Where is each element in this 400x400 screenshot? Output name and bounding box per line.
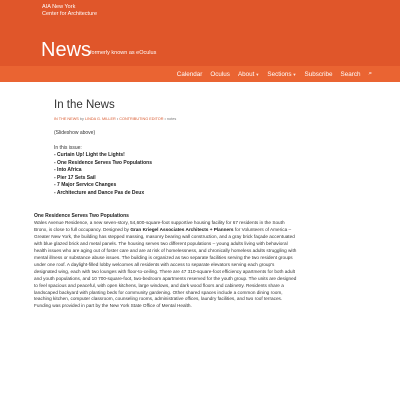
nav-item-subscribe[interactable]: Subscribe: [304, 70, 333, 78]
nav-item-search[interactable]: Search: [340, 70, 361, 78]
article-heading: One Residence Serves Two Populations: [34, 213, 129, 219]
category-link[interactable]: IN THE NEWS: [54, 117, 79, 121]
org-name[interactable]: [42, 4, 97, 18]
chevron-down-icon: ▼: [255, 71, 260, 77]
article-body-part-1: Wales Avenue Residence, a new seven-story, 54,600-square-foot supportive housing facility for 67 residents in the South Bronx, is close to full occupancy. Designed by: [34, 220, 285, 232]
list-item[interactable]: - Into Africa: [54, 167, 82, 174]
author-role: CONTRIBUTING EDITOR: [119, 117, 164, 121]
article-body: [34, 220, 298, 310]
org-line-1[interactable]: AIA New York: [42, 4, 76, 10]
issue-list: [54, 152, 152, 198]
author-link[interactable]: LINDA G. MILLER: [84, 117, 116, 121]
article-section: [34, 213, 298, 310]
site-subtitle: formerly known as eOculus: [90, 50, 157, 56]
list-item[interactable]: - Curtain Up! Light the Lights!: [54, 152, 125, 158]
nav-item-sections-label: Sections: [267, 70, 292, 78]
nav-item-oculus[interactable]: Oculus: [210, 70, 230, 78]
chevron-down-icon: ▼: [292, 71, 297, 77]
page-title: In the News: [54, 99, 115, 111]
list-item[interactable]: - One Residence Serves Two Populations: [54, 159, 152, 166]
issue-label: In this issue:: [54, 145, 82, 151]
list-item[interactable]: - Architecture and Dance Pas de Deux: [54, 189, 145, 196]
site-header: [0, 0, 400, 66]
search-icon[interactable]: ⌕: [368, 70, 372, 77]
nav-item-about[interactable]: [238, 71, 259, 78]
main-nav: [177, 66, 372, 82]
list-item[interactable]: - Pier 17 Sets Sail: [54, 174, 96, 181]
meta-separator: •: [116, 117, 119, 121]
list-item[interactable]: - 7 Major Service Changes: [54, 182, 117, 189]
site-title[interactable]: News: [41, 39, 92, 61]
meta-notes: • notes: [164, 117, 177, 121]
org-line-2[interactable]: Center for Architecture: [42, 11, 98, 17]
meta-by: by: [79, 117, 84, 121]
post-meta: [54, 117, 176, 121]
article-body-part-2: for Volunteers of America – Greater New York, the building has stepped massing, masonry bearing wall construction, and a gray brick façade accentuated with blue glazed brick and metal panels. The housing serves two different populations – young adults living with behavioral health issues who are aging out of foster care and are at risk of homelessness, and chronically homeless adults struggling with mental illness or substance abuse issues. The building is organized as two separate facilities serving the two resident groups under one roof. A daylight-filled lobby welcomes all residents with access to separate elevators serving each group's designated wing, each with two lounges with floor-to-ceiling. There are 47 310-square-foot efficiency apartments for both adult and youth populations, and 10 700-square-foot, two-bedroom apartments reserved for the youth group. The units are designed to feel spacious and peaceful, with open kitchens, large windows, and dark wood floors and cabinetry. Residents share a landscaped backyard with planting beds for community gardening. Other shared spaces include a common dining room, teaching kitchen, computer classroom, counseling rooms, administrative offices, laundry facilities, and two roof terraces. Funding was provided in part by the New York State Office of Mental Health.: [34, 226, 297, 309]
nav-item-about-label: About: [237, 70, 255, 78]
main-nav-bar: [0, 66, 400, 82]
nav-item-calendar[interactable]: Calendar: [176, 70, 203, 78]
slideshow-note: (Slideshow above): [54, 130, 96, 136]
firm-name: Gran Kriegel Associates Architects + Planners: [130, 226, 234, 232]
nav-item-sections[interactable]: [267, 71, 296, 78]
